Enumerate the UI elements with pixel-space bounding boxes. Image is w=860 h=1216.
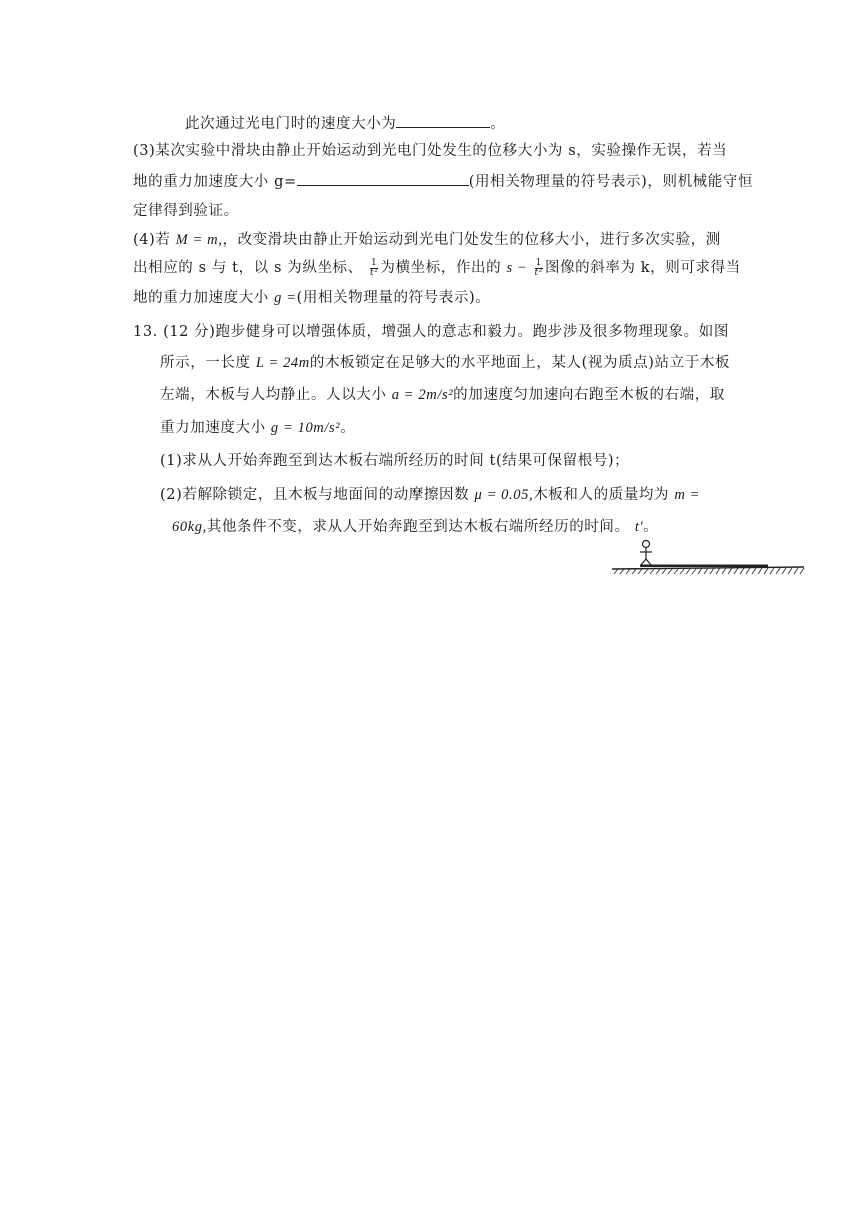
text-segment: (2)若解除锁定，且木板与地面间的动摩擦因数 xyxy=(160,487,470,503)
math-expression: g = xyxy=(274,290,297,306)
math-expression: g = 10m/s² xyxy=(270,420,341,436)
text-segment: (用相关物理量的符号表示)。 xyxy=(296,290,491,306)
part3-line2 xyxy=(133,171,753,192)
stick-person-icon xyxy=(640,541,652,566)
subq1 xyxy=(160,451,629,471)
math-expression: L = 24m xyxy=(255,355,310,371)
text-segment: 13. (12 分)跑步健身可以增强体质，增强人的意志和毅力。跑步涉及很多物理现象。如图 xyxy=(133,324,729,340)
math-expression: M = m, xyxy=(175,232,223,248)
math-expression: t′ xyxy=(634,519,644,535)
text-segment: 重力加速度大小 xyxy=(160,420,266,436)
text-segment: 定律得到验证。 xyxy=(133,203,239,219)
plank-figure xyxy=(610,538,810,580)
text-segment: 。 xyxy=(643,519,659,535)
subq2-line1 xyxy=(160,485,700,505)
text-segment: 地的重力加速度大小 g= xyxy=(133,174,297,190)
text-segment: 。 xyxy=(490,116,506,132)
fraction-denominator: t² xyxy=(369,267,379,278)
answer-blank-g xyxy=(297,171,469,186)
part4-line3 xyxy=(133,288,490,308)
text-segment: ，改变滑块由静止开始运动到光电门处发生的位移大小，进行多次实验，测 xyxy=(222,232,721,248)
text-segment: 地的重力加速度大小 xyxy=(133,290,269,306)
math-expression: μ = 0.05, xyxy=(474,487,534,503)
answer-blank-velocity xyxy=(396,113,490,128)
text-segment: 图像的斜率为 k，则可求得当 xyxy=(544,260,741,276)
math-expression: a = 2m/s² xyxy=(391,387,454,403)
q13-line2 xyxy=(160,353,730,373)
text-segment: 出相应的 s 与 t，以 s 为纵坐标、 xyxy=(133,260,363,276)
fraction-denominator: t² xyxy=(534,267,543,278)
text-segment: 左端，木板与人均静止。人以大小 xyxy=(160,387,387,403)
text-segment: 其他条件不变，求从人开始奔跑至到达木板右端所经历的时间。 xyxy=(206,519,630,535)
part4-line1 xyxy=(133,230,721,250)
q13-line4 xyxy=(160,418,355,438)
plank xyxy=(640,565,768,568)
part4-line2 xyxy=(133,258,741,278)
subq2-line2 xyxy=(172,517,658,537)
text-segment: 为横坐标，作出的 xyxy=(380,260,502,276)
text-segment: 的木板锁定在足够大的水平地面上，某人(视为质点)站立于木板 xyxy=(309,355,731,371)
text-segment: 此次通过光电门时的速度大小为 xyxy=(185,116,397,132)
q13-line1 xyxy=(133,322,729,342)
part3-line1 xyxy=(133,141,727,161)
text-segment: 木板和人的质量均为 xyxy=(533,487,670,503)
q13-line3 xyxy=(160,385,725,405)
text-segment: (3)某次实验中滑块由静止开始运动到光电门处发生的位移大小为 s，实验操作无误，若当 xyxy=(133,143,728,159)
fraction-numerator: 1 xyxy=(371,257,378,268)
text-segment: (4)若 xyxy=(133,232,171,248)
text-segment: 所示，一长度 xyxy=(160,355,251,371)
text-segment: (用相关物理量的符号表示)，则机械能守恒 xyxy=(468,174,754,190)
part3-line3 xyxy=(133,201,239,221)
text-segment: (1)求从人开始奔跑至到达木板右端所经历的时间 t(结果可保留根号)； xyxy=(160,453,630,469)
fraction-one-over-t2 xyxy=(535,259,543,278)
line-velocity xyxy=(185,113,506,134)
math-expression: 60kg, xyxy=(172,519,207,535)
math-expression: m = xyxy=(674,487,700,503)
fraction-one-over-t2 xyxy=(370,259,378,278)
math-expression: s − xyxy=(506,260,528,276)
text-segment: 。 xyxy=(340,420,356,436)
fraction-numerator: 1 xyxy=(535,257,542,268)
text-segment: 的加速度匀加速向右跑至木板的右端，取 xyxy=(453,387,725,403)
